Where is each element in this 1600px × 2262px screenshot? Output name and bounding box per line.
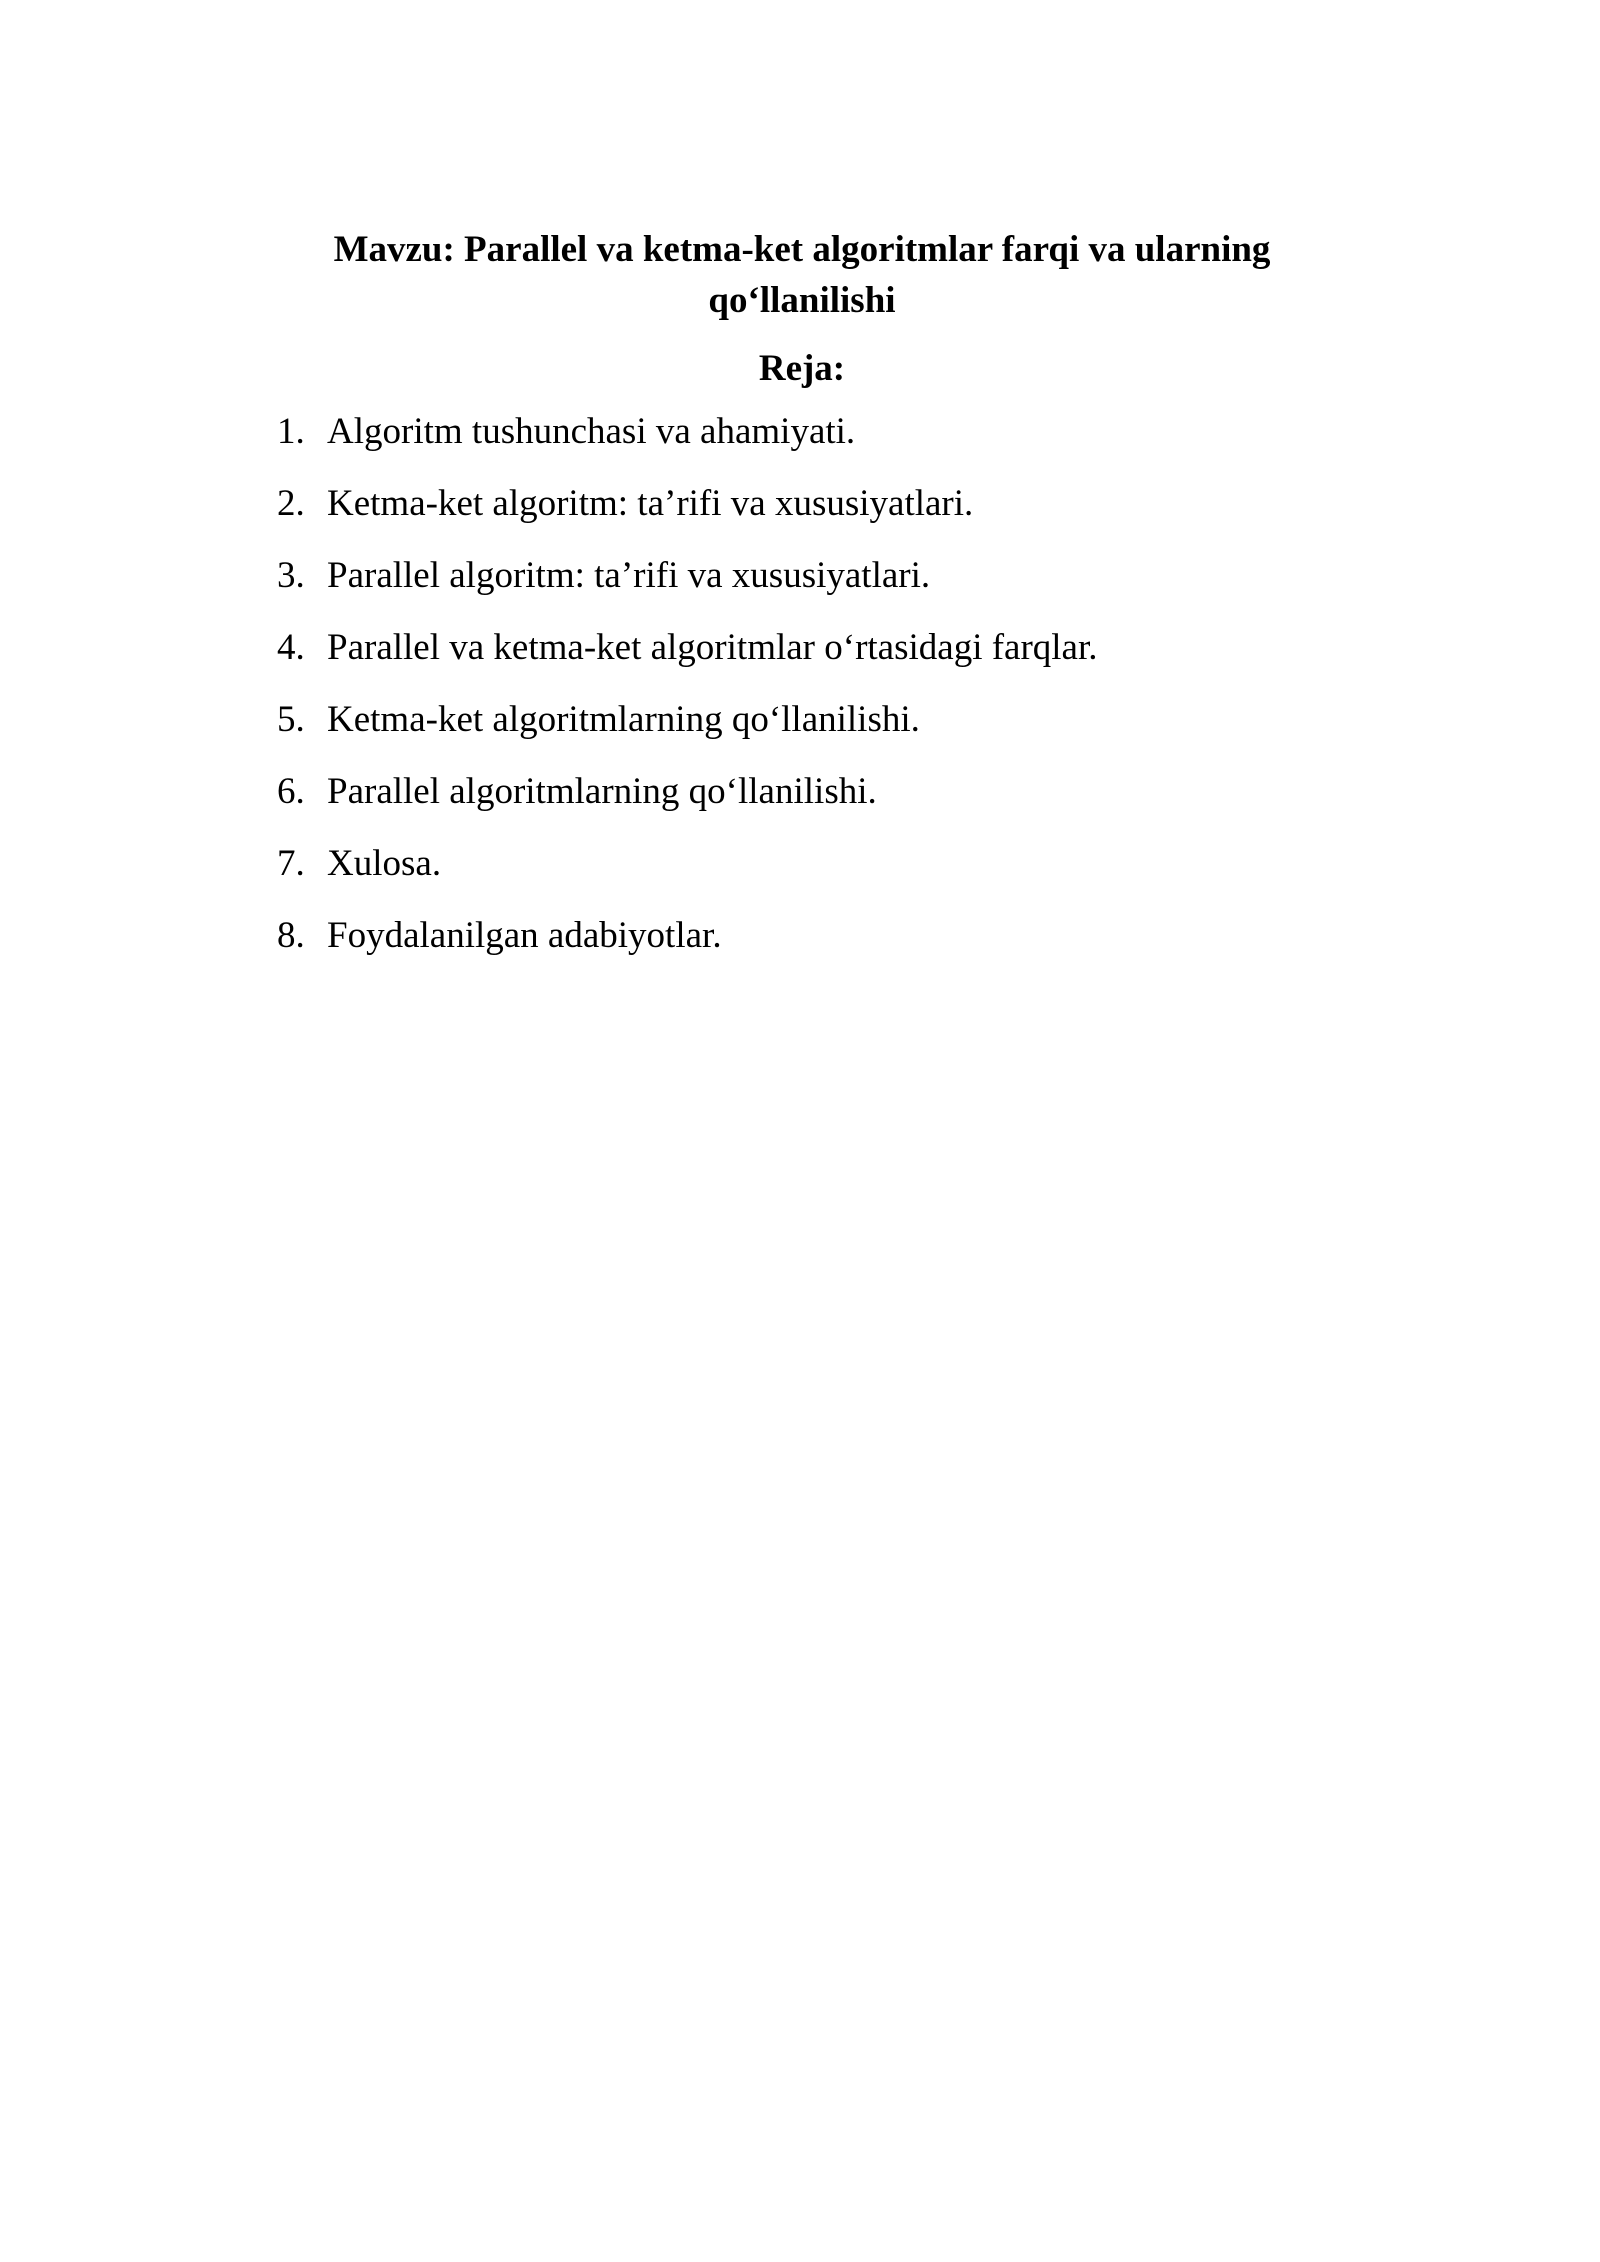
plan-item-5: [277, 694, 1327, 745]
plan-item-number: 1.: [277, 411, 305, 452]
plan-item-text: Parallel algoritm: ta’rifi va xususiyatlari.: [327, 555, 931, 596]
document-content: [277, 224, 1327, 982]
plan-item-number: 3.: [277, 555, 305, 596]
plan-item-6: [277, 766, 1327, 817]
plan-item-number: 4.: [277, 627, 305, 668]
plan-item-4: [277, 622, 1327, 673]
plan-item-number: 7.: [277, 843, 305, 884]
plan-item-number: 5.: [277, 699, 305, 740]
plan-item-number: 8.: [277, 915, 305, 956]
plan-item-text: Ketma-ket algoritmlarning qo‘llanilishi.: [327, 699, 920, 740]
plan-item-2: [277, 478, 1327, 529]
plan-item-8: [277, 910, 1327, 961]
plan-item-text: Xulosa.: [327, 843, 442, 884]
plan-item-text: Foydalanilgan adabiyotlar.: [327, 915, 722, 956]
plan-item-3: [277, 550, 1327, 601]
plan-item-text: Algoritm tushunchasi va ahamiyati.: [327, 411, 856, 452]
plan-heading: Reja:: [758, 348, 846, 389]
plan-item-number: 6.: [277, 771, 305, 812]
plan-item-1: [277, 406, 1327, 457]
plan-item-text: Parallel algoritmlarning qo‘llanilishi.: [327, 771, 877, 812]
plan-list: [277, 406, 1327, 961]
document-title: Mavzu: Parallel va ketma-ket algoritmlar farqi va ularning qo‘llanilishi: [333, 229, 1271, 321]
plan-item-text: Parallel va ketma-ket algoritmlar o‘rtasidagi farqlar.: [327, 627, 1098, 668]
plan-item-7: [277, 838, 1327, 889]
plan-item-number: 2.: [277, 483, 305, 524]
plan-item-text: Ketma-ket algoritm: ta’rifi va xususiyatlari.: [327, 483, 974, 524]
